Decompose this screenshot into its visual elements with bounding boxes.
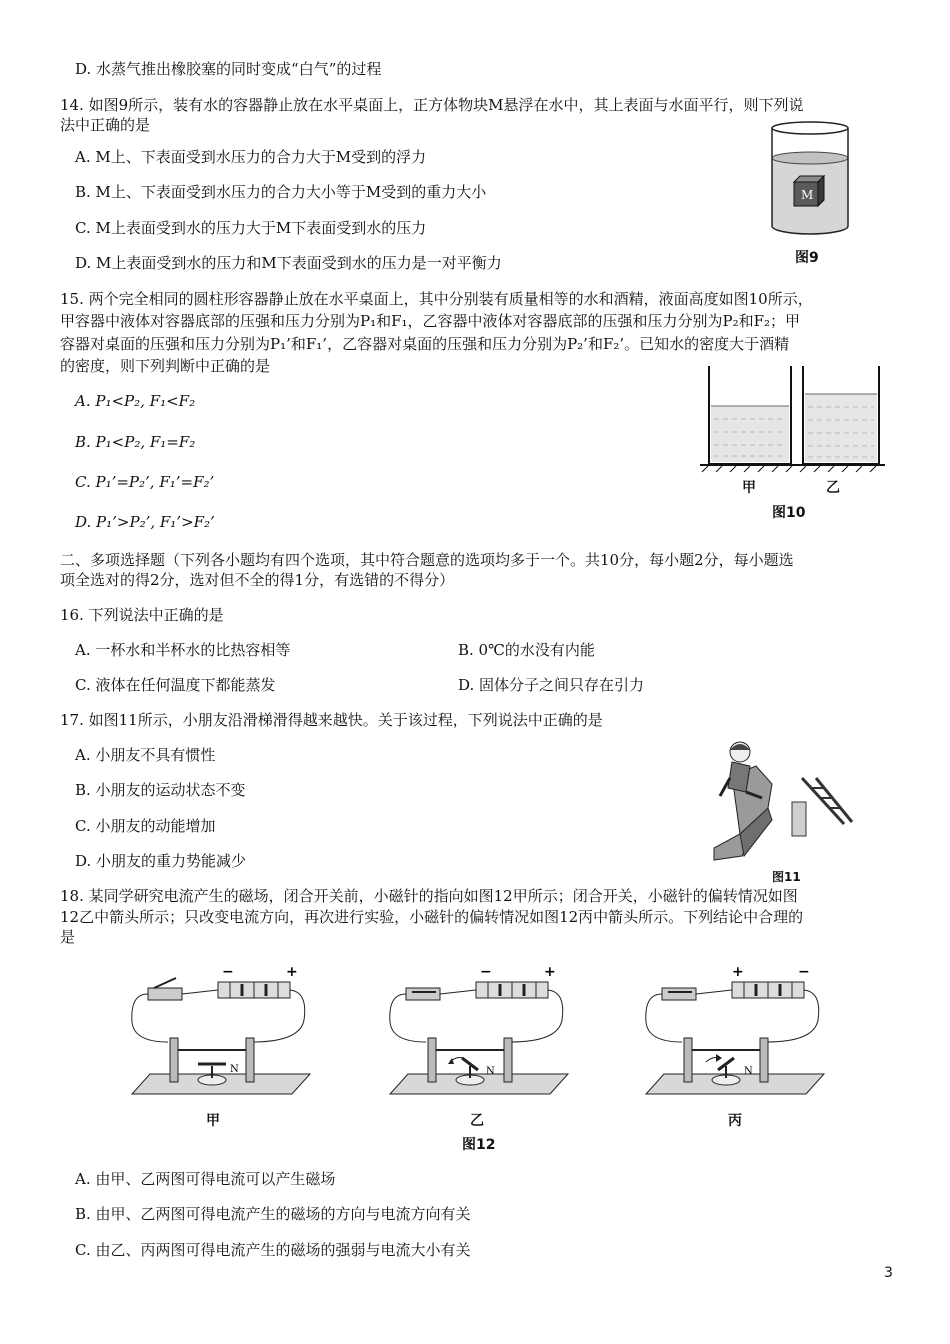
- figure-11-slide-diagram: [712, 738, 857, 868]
- figure-12-circuit-bing: [634, 962, 834, 1102]
- figure-11-caption: 图11: [772, 870, 801, 884]
- bing-minus-sign: −: [798, 964, 810, 980]
- figure-10-label-left: 甲: [742, 480, 756, 496]
- q15-stem-cont-3: 的密度，则下列判断中正确的是: [60, 357, 271, 375]
- q14-option-a: A. M上、下表面受到水压力的合力大于M受到的浮力: [75, 148, 427, 166]
- figure-9-caption: 图9: [795, 250, 819, 266]
- figure-12-label-bing: 丙: [728, 1113, 742, 1129]
- q18-option-c: C. 由乙、丙两图可得电流产生的磁场的强弱与电流大小有关: [75, 1241, 471, 1259]
- q17-option-d: D. 小朋友的重力势能减少: [75, 852, 247, 870]
- q15-option-a: A. P₁<P₂, F₁<F₂: [75, 392, 196, 410]
- q16-option-a: A. 一杯水和半杯水的比热容相等: [75, 641, 291, 659]
- jia-north-label: N: [230, 1064, 239, 1075]
- figure-9-container-diagram: [760, 118, 860, 268]
- q14-option-c: C. M上表面受到水的压力大于M下表面受到水的压力: [75, 219, 427, 237]
- section-2-heading: 二、多项选择题（下列各小题均有四个选项，其中符合题意的选项均多于一个。共10分，每小题2分，每小题选: [60, 551, 794, 569]
- q16-option-d: D. 固体分子之间只存在引力: [458, 676, 645, 694]
- yi-plus-sign: +: [544, 964, 556, 980]
- figure-10-label-right: 乙: [826, 480, 840, 496]
- jia-minus-sign: −: [222, 964, 234, 980]
- q18-stem-cont-1: 12乙中箭头所示；只改变电流方向，再次进行实验，小磁针的偏转情况如图12丙中箭头所示。下列结论中合理的: [60, 908, 804, 926]
- q13-option-d: D. 水蒸气推出橡胶塞的同时变成“白气”的过程: [75, 60, 382, 78]
- q14-stem-cont: 法中正确的是: [60, 116, 151, 134]
- q17-option-c: C. 小朋友的动能增加: [75, 817, 216, 835]
- q18-stem-cont-2: 是: [60, 928, 76, 946]
- q14-stem: 14. 如图9所示，装有水的容器静止放在水平桌面上，正方体物块M悬浮在水中，其上表面与水面平行，则下列说: [60, 96, 804, 114]
- q15-stem-cont-2: 容器对桌面的压强和压力分别为P₁’和F₁’，乙容器对桌面的压强和压力分别为P₂’和F₂’。已知水的密度大于酒精: [60, 335, 790, 353]
- q16-option-b: B. 0℃的水没有内能: [458, 641, 595, 659]
- q18-option-b: B. 由甲、乙两图可得电流产生的磁场的方向与电流方向有关: [75, 1205, 471, 1223]
- q18-option-a: A. 由甲、乙两图可得电流可以产生磁场: [75, 1170, 336, 1188]
- q18-stem: 18. 某同学研究电流产生的磁场，闭合开关前，小磁针的指向如图12甲所示；闭合开关，小磁针的偏转情况如图: [60, 887, 798, 905]
- q15-option-b: B. P₁<P₂, F₁=F₂: [75, 433, 196, 451]
- q17-option-a: A. 小朋友不具有惯性: [75, 746, 216, 764]
- bing-north-label: N: [744, 1066, 753, 1077]
- q14-option-b: B. M上、下表面受到水压力的合力大小等于M受到的重力大小: [75, 183, 487, 201]
- figure-12-caption: 图12: [462, 1137, 496, 1153]
- q14-option-d: D. M上表面受到水的压力和M下表面受到水的压力是一对平衡力: [75, 254, 502, 272]
- q15-stem-cont-1: 甲容器中液体对容器底部的压强和压力分别为P₁和F₁，乙容器中液体对容器底部的压强和压力分别为P₂和F₂；甲: [60, 312, 801, 330]
- figure-9-block-label: M: [801, 188, 814, 202]
- q17-option-b: B. 小朋友的运动状态不变: [75, 781, 246, 799]
- figure-12-label-yi: 乙: [470, 1113, 484, 1129]
- yi-minus-sign: −: [480, 964, 492, 980]
- q15-stem: 15. 两个完全相同的圆柱形容器静止放在水平桌面上，其中分别装有质量相等的水和酒精，液面高度如图10所示，: [60, 290, 813, 308]
- figure-12-circuit-jia: [120, 962, 320, 1102]
- figure-12-label-jia: 甲: [206, 1113, 220, 1129]
- q15-option-c: C. P₁’=P₂’, F₁’=F₂’: [75, 473, 215, 491]
- q17-stem: 17. 如图11所示，小朋友沿滑梯滑得越来越快。关于该过程，下列说法中正确的是: [60, 711, 603, 729]
- q16-option-c: C. 液体在任何温度下都能蒸发: [75, 676, 276, 694]
- section-2-heading-cont: 项全选对的得2分，选对但不全的得1分，有选错的不得分）: [60, 571, 455, 589]
- figure-12-circuit-yi: [378, 962, 578, 1102]
- figure-10-containers-diagram: [700, 364, 885, 474]
- bing-plus-sign: +: [732, 964, 744, 980]
- figure-10-caption: 图10: [772, 505, 806, 521]
- page-number: 3: [884, 1265, 893, 1281]
- q15-option-d: D. P₁’>P₂’, F₁’>F₂’: [75, 513, 215, 531]
- yi-north-label: N: [486, 1066, 495, 1077]
- jia-plus-sign: +: [286, 964, 298, 980]
- q16-stem: 16. 下列说法中正确的是: [60, 606, 224, 624]
